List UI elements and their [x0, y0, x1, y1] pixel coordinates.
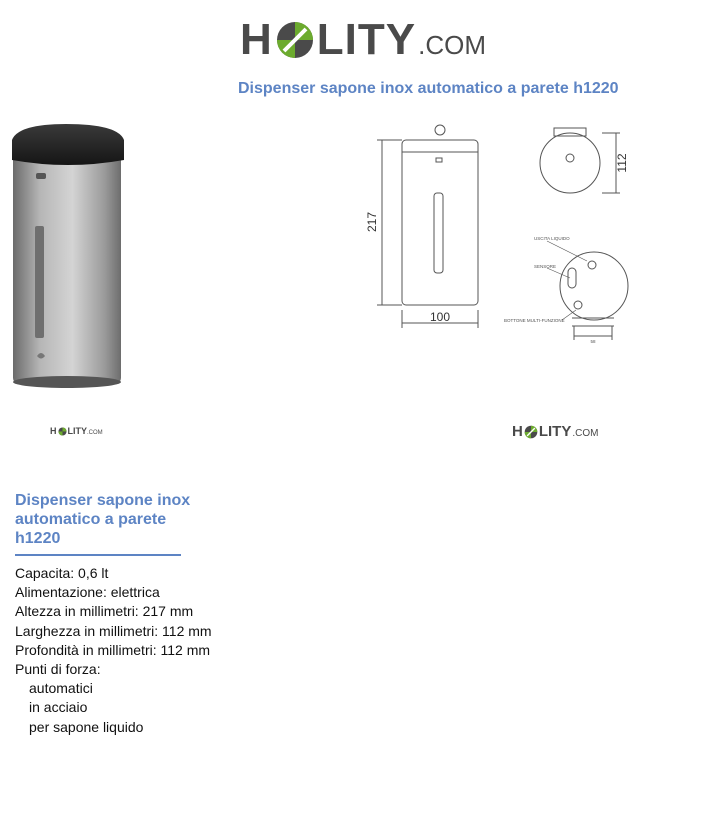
- title-underline: [15, 554, 181, 556]
- callout-outlet: USCITA LIQUIDO: [534, 236, 570, 241]
- page-title: Dispenser sapone inox automatico a parete h1220: [238, 80, 619, 97]
- callout-sensor: SENSORE: [534, 264, 557, 269]
- depth-dimension: 112: [615, 153, 629, 173]
- logo-o-icon: [524, 425, 538, 439]
- holity-logo[interactable]: [240, 14, 486, 66]
- holity-logo-small-left: [50, 426, 103, 436]
- width-dimension: 100: [429, 310, 451, 324]
- callout-button: BOTTONE MULTI-FUNZIONE: [504, 318, 565, 323]
- bottom-dimension: 58: [590, 339, 596, 344]
- logo-domain: .COM: [418, 30, 486, 60]
- logo-letter-h: H: [240, 15, 273, 64]
- holity-logo-small-right: [512, 423, 598, 440]
- feature-list: [29, 679, 212, 737]
- technical-drawing: [362, 118, 662, 348]
- height-dimension: 217: [365, 211, 379, 233]
- logo-o-icon: [58, 427, 67, 436]
- spec-power: Alimentazione: elettrica: [15, 584, 160, 601]
- feature-item: in acciaio: [29, 699, 88, 716]
- logo-domain: .COM: [572, 428, 599, 439]
- spec-list: [15, 564, 212, 737]
- logo-letters-lity: LITY: [538, 423, 572, 440]
- feature-item: automatici: [29, 680, 93, 697]
- logo-letter-h: H: [50, 426, 57, 436]
- logo-letters-lity: LITY: [67, 426, 87, 436]
- spec-width: Larghezza in millimetri: 112 mm: [15, 622, 212, 639]
- spec-depth: Profondità in millimetri: 112 mm: [15, 641, 211, 658]
- logo-letters-lity: LITY: [316, 15, 417, 64]
- spec-capacity: Capacita: 0,6 lt: [15, 565, 109, 581]
- product-photo: [8, 118, 128, 393]
- logo-o-icon: [275, 20, 315, 60]
- drawing-front-body: [402, 140, 478, 305]
- logo-domain: .COM: [87, 430, 103, 436]
- feature-item: per sapone liquido: [29, 718, 144, 735]
- spec-strengths-label: Punti di forza:: [15, 661, 101, 678]
- logo-letter-h: H: [512, 423, 523, 440]
- spec-height: Altezza in millimetri: 217 mm: [15, 603, 194, 620]
- product-title: Dispenser sapone inox automatico a parete h1220: [15, 492, 191, 547]
